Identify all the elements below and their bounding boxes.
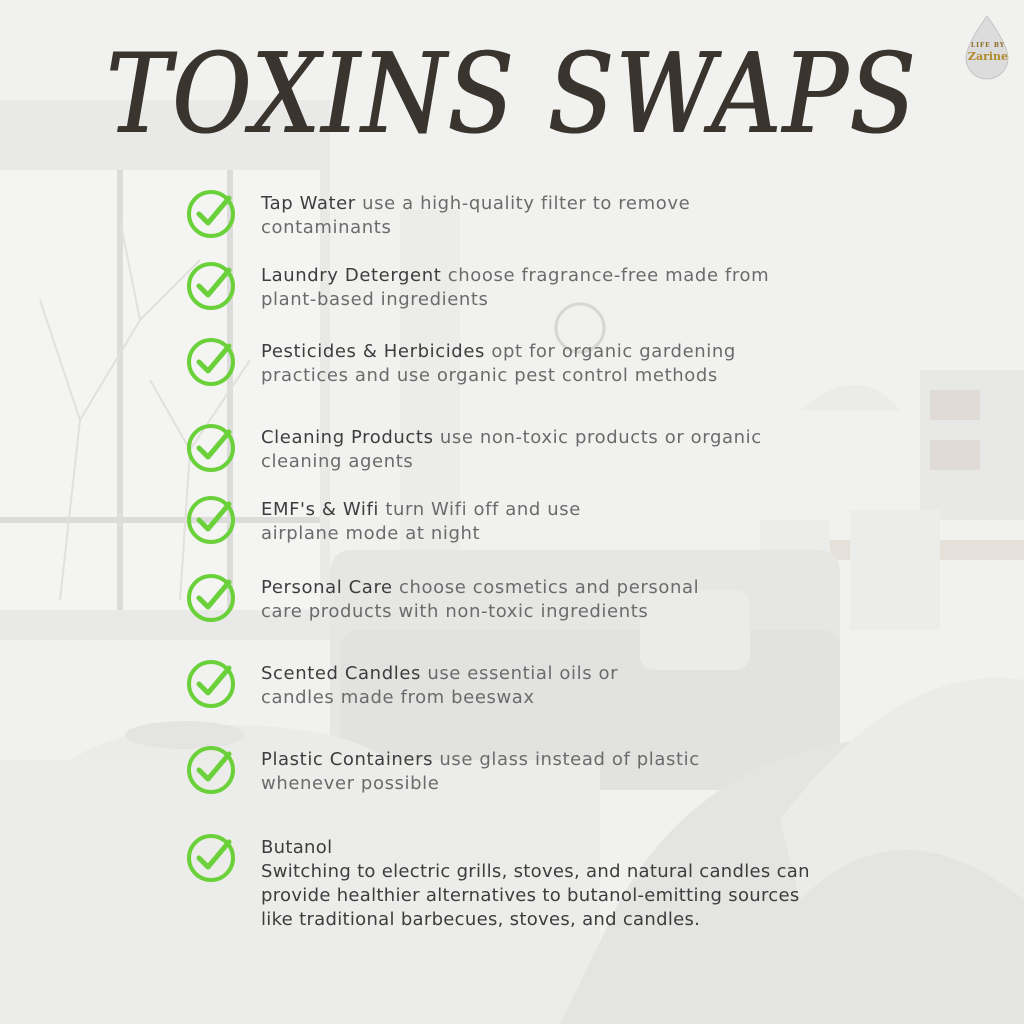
item-name: EMF's & Wifi [261,499,380,520]
item-name: Butanol [261,837,333,858]
checkmark-circle-icon [185,188,237,240]
item-desc: choose cosmetics and personal care products with non-toxic ingredients [261,577,700,622]
item-desc: opt for organic gardening practices and use organic pest control methods [261,341,736,386]
item-desc: use essential oils or candles made from beeswax [261,663,619,708]
checkmark-circle-icon [185,260,237,312]
item-name: Pesticides & Herbicides [261,341,485,362]
page-title: TOXINS SWAPS [106,29,918,159]
checkmark-circle-icon [185,494,237,546]
item-desc: turn Wifi off and use airplane mode at night [261,499,581,544]
checkmark-circle-icon [185,658,237,710]
item-name: Laundry Detergent [261,265,442,286]
checkmark-circle-icon [185,336,237,388]
item-desc: Switching to electric grills, stoves, and natural candles can provide healthier alternatives to butanol-emitting sources like traditional barbecues, stoves, and candles. [261,861,810,930]
item-desc: use a high-quality filter to remove contaminants [261,193,691,238]
checkmark-circle-icon [185,572,237,624]
item-name: Personal Care [261,577,393,598]
logo-small-text: LIFE BY [970,42,1006,49]
logo-name: Zarine [967,50,1009,63]
checkmark-circle-icon [185,422,237,474]
item-name: Tap Water [261,193,356,214]
item-desc: use non-toxic products or organic cleaning agents [261,427,762,472]
checkmark-circle-icon [185,744,237,796]
item-name: Scented Candles [261,663,421,684]
checkmark-circle-icon [185,832,237,884]
item-name: Cleaning Products [261,427,434,448]
item-name: Plastic Containers [261,749,434,770]
brand-logo [966,40,1010,62]
item-desc: choose fragrance-free made from plant-based ingredients [261,265,770,310]
item-desc: use glass instead of plastic whenever possible [261,749,700,794]
